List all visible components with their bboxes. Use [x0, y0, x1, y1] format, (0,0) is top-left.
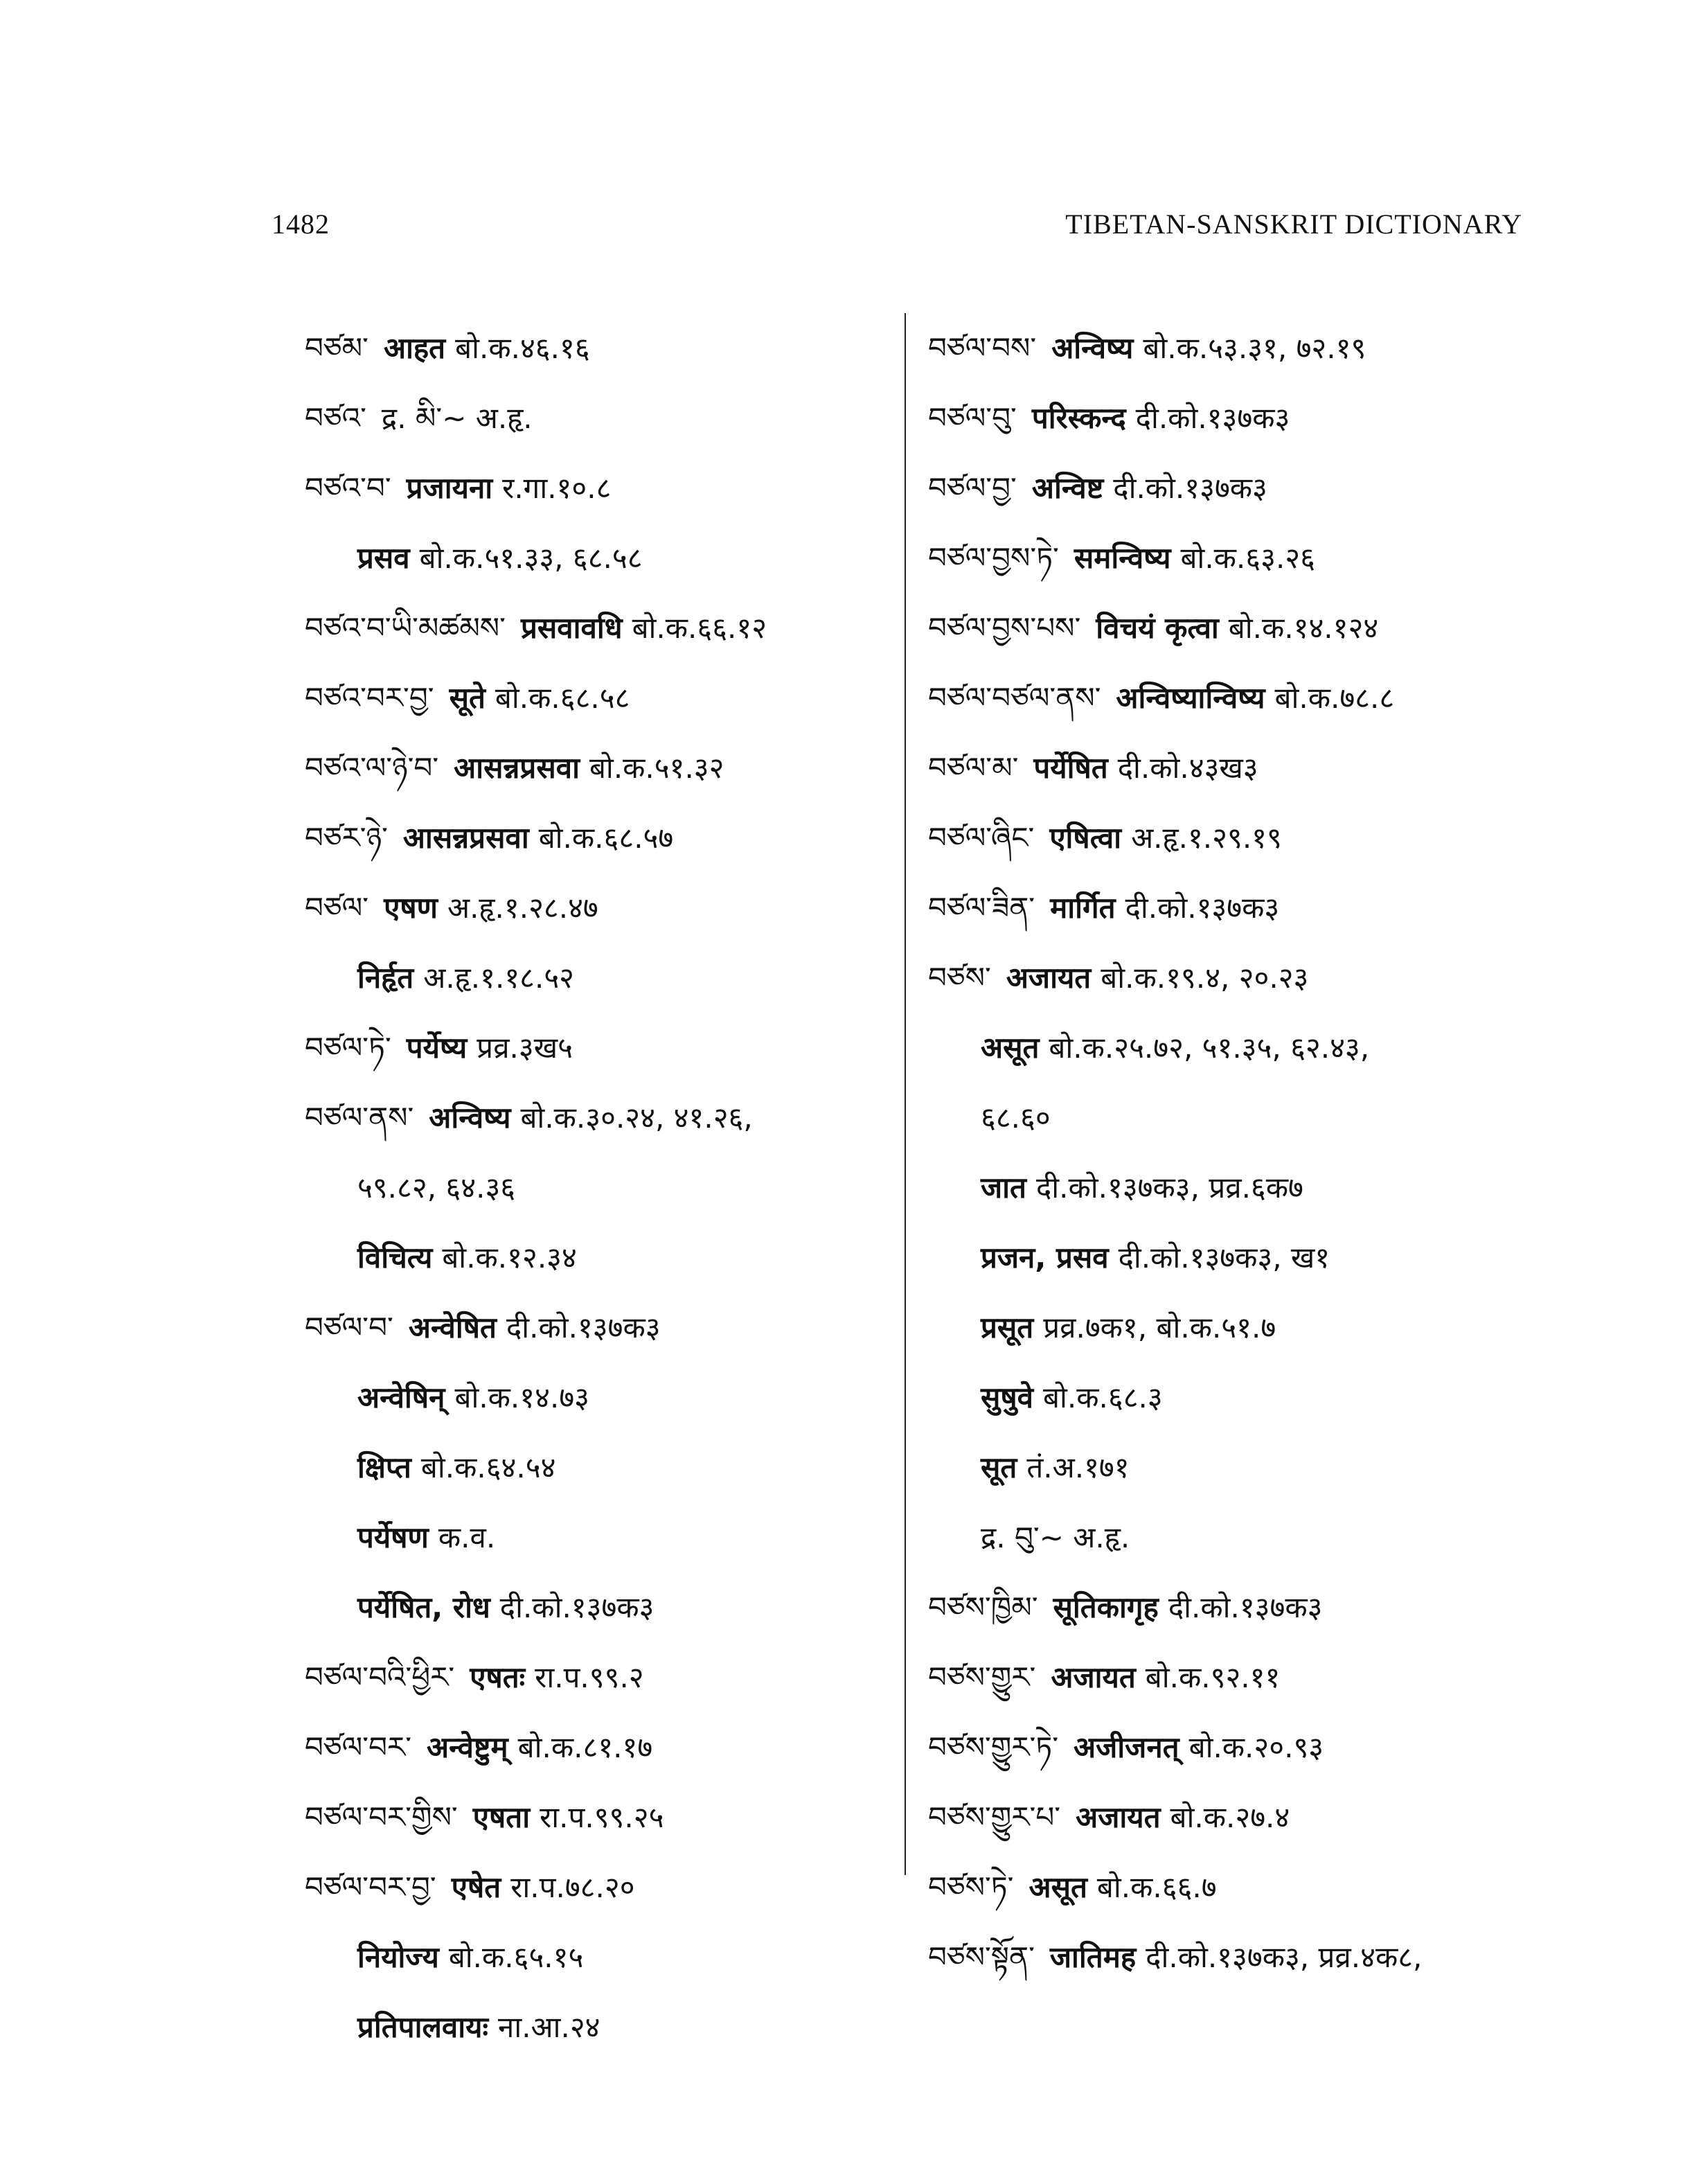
tibetan-headword: བཙལ་མ་: [928, 751, 1019, 785]
running-title: TIBETAN-SANSKRIT DICTIONARY: [1065, 208, 1522, 240]
source-reference: बो.क.६६.७: [1096, 1870, 1217, 1904]
sanskrit-equivalent: अन्विष्य: [429, 1101, 511, 1135]
sanskrit-equivalent: पर्येषित: [1033, 751, 1108, 785]
dictionary-entry-line: [305, 1922, 900, 1992]
dictionary-entry-line: [928, 1782, 1538, 1852]
dictionary-entry-line: [305, 1572, 900, 1642]
dictionary-entry-line: [305, 663, 900, 733]
sanskrit-equivalent: प्रसूत: [981, 1311, 1034, 1344]
sanskrit-equivalent: पर्येषित, रोध: [357, 1590, 490, 1624]
sanskrit-equivalent: क्षिप्त: [357, 1450, 411, 1484]
dictionary-entry-line: [305, 733, 900, 803]
source-reference: बो.क.१४.७३: [454, 1380, 589, 1414]
sanskrit-equivalent: जात: [981, 1171, 1026, 1205]
dictionary-entry-line: [928, 663, 1538, 733]
dictionary-entry-line: [305, 453, 900, 523]
tibetan-headword: བཙའ་: [305, 401, 366, 435]
dictionary-entry-line: [928, 1153, 1538, 1223]
source-reference: रा.प.९९.२५: [540, 1800, 664, 1834]
source-reference: ना.आ.२४: [498, 2010, 600, 2044]
tibetan-headword: བཙལ་: [305, 891, 369, 925]
dictionary-entry-line: [928, 1223, 1538, 1293]
tibetan-headword: བཙལ་བར་: [305, 1730, 412, 1764]
source-reference: बो.क.६८.३: [1043, 1380, 1163, 1414]
source-reference: दी.को.१३७क३: [1135, 401, 1290, 435]
sanskrit-equivalent: अन्विष्यान्विष्य: [1116, 681, 1265, 715]
source-reference: दी.को.१३७क३: [1168, 1590, 1323, 1624]
sanskrit-equivalent: समन्विष्य: [1074, 541, 1171, 575]
sanskrit-equivalent: विचयं कृत्वा: [1096, 611, 1219, 645]
sanskrit-equivalent: नियोज्य: [357, 1940, 439, 1974]
dictionary-entry-line: [305, 523, 900, 593]
dictionary-entry-line: [305, 1083, 900, 1153]
dictionary-entry-line: [305, 1293, 900, 1362]
source-reference: दी.को.१३७क३, प्रव्र.४क८,: [1146, 1940, 1423, 1974]
source-reference: बो.क.१२.३४: [442, 1241, 577, 1275]
sanskrit-equivalent: परिस्कन्द: [1031, 401, 1126, 435]
tibetan-headword: བཙལ་བ་: [305, 1311, 393, 1344]
dictionary-entry-line: [305, 1712, 900, 1782]
dictionary-entry-line: [928, 593, 1538, 663]
dictionary-entry-line: [305, 1153, 900, 1223]
tibetan-headword: བཙལ་བར་བྱ་: [305, 1870, 436, 1904]
sanskrit-equivalent: पर्येष्य: [406, 1031, 467, 1065]
dictionary-entry-line: [928, 1572, 1538, 1642]
dictionary-entry-line: [928, 1013, 1538, 1083]
tibetan-headword: བཙམ་: [305, 331, 368, 365]
sanskrit-equivalent: अन्वेषित: [408, 1311, 497, 1344]
tibetan-headword: བཙལ་བྱས་ཏེ་: [928, 541, 1059, 575]
sanskrit-equivalent: अजायत: [1076, 1800, 1161, 1834]
tibetan-headword: བཙས་གྱུར་: [928, 1660, 1036, 1694]
tibetan-headword: བཙལ་ཏེ་: [305, 1031, 391, 1065]
sanskrit-equivalent: प्रजायना: [406, 471, 493, 505]
source-reference: दी.को.१३७क३, प्रव्र.६क७: [1035, 1171, 1303, 1205]
dictionary-entry-line: [928, 1642, 1538, 1712]
sanskrit-equivalent: प्रजन, प्रसव: [981, 1241, 1109, 1275]
source-reference: प्रव्र.७क१, बो.क.५१.७: [1043, 1311, 1276, 1344]
sanskrit-equivalent: विचित्य: [357, 1241, 433, 1275]
sanskrit-equivalent: निर्हृत: [357, 961, 414, 995]
tibetan-headword: བཙལ་བྱ་: [928, 471, 1017, 505]
source-reference: दी.को.१३७क३: [506, 1311, 661, 1344]
tibetan-headword: བཙའ་བ་ཡི་མཚམས་: [305, 611, 506, 645]
source-reference: ६८.६०: [981, 1101, 1051, 1135]
source-reference: दी.को.४३ख३: [1117, 751, 1258, 785]
dictionary-entry-line: [928, 1852, 1538, 1922]
dictionary-entry-line: [305, 1013, 900, 1083]
source-reference: बो.क.९२.११: [1145, 1660, 1281, 1694]
source-reference: बो.क.४६.१६: [455, 331, 590, 365]
sanskrit-equivalent: प्रतिपालवायः: [357, 2010, 489, 2044]
dictionary-entry-line: [928, 523, 1538, 593]
source-reference: बो.क.१९.४, २०.२३: [1101, 961, 1309, 995]
right-column: [928, 313, 1538, 1992]
sanskrit-equivalent: सूतिकागृह: [1053, 1590, 1159, 1624]
source-reference: बो.क.२०.९३: [1188, 1730, 1324, 1764]
sanskrit-equivalent: सुषुवे: [981, 1380, 1034, 1414]
dictionary-entry-line: [305, 1502, 900, 1572]
sanskrit-equivalent: असूत: [981, 1031, 1040, 1065]
sanskrit-equivalent: सूत: [981, 1450, 1017, 1484]
sanskrit-equivalent: एषेत: [451, 1870, 501, 1904]
source-reference: द्र. བུ་~ अ.हृ.: [981, 1520, 1130, 1554]
dictionary-entry-line: [305, 383, 900, 453]
tibetan-headword: བཙའ་བ་: [305, 471, 391, 505]
tibetan-headword: བཙས་ཏེ་: [928, 1870, 1014, 1904]
sanskrit-equivalent: प्रसवावधि: [520, 611, 623, 645]
source-reference: क.व.: [438, 1520, 496, 1554]
source-reference: बो.क.६८.५७: [538, 821, 674, 855]
dictionary-entry-line: [928, 1922, 1538, 1992]
sanskrit-equivalent: पर्येषण: [357, 1520, 429, 1554]
source-reference: बो.क.५१.३३, ६८.५८: [419, 541, 643, 575]
tibetan-headword: བཙལ་ཞིང་: [928, 821, 1035, 855]
source-reference: दी.को.१३७क३, ख१: [1118, 1241, 1330, 1275]
dictionary-entry-line: [928, 1432, 1538, 1502]
dictionary-entry-line: [928, 1362, 1538, 1432]
dictionary-entry-line: [305, 1362, 900, 1432]
sanskrit-equivalent: आहत: [383, 331, 446, 365]
dictionary-entry-line: [305, 943, 900, 1013]
dictionary-entry-line: [928, 1083, 1538, 1153]
sanskrit-equivalent: एषतः: [470, 1660, 526, 1694]
dictionary-entry-line: [305, 1992, 900, 2062]
tibetan-headword: བཙས་ཁྱིམ་: [928, 1590, 1038, 1624]
source-reference: रा.प.९९.२: [535, 1660, 644, 1694]
sanskrit-equivalent: एषता: [472, 1800, 531, 1834]
source-reference: बो.क.५१.३२: [589, 751, 724, 785]
source-reference: बो.क.६५.१५: [448, 1940, 584, 1974]
source-reference: तं.अ.१७१: [1026, 1450, 1130, 1484]
tibetan-headword: བཙས་སྟོན་: [928, 1940, 1035, 1974]
sanskrit-equivalent: अजायत: [1006, 961, 1092, 995]
dictionary-entry-line: [928, 1712, 1538, 1782]
tibetan-headword: བཙལ་ཟིན་: [928, 891, 1035, 925]
tibetan-headword: བཙལ་བཙལ་ནས་: [928, 681, 1101, 715]
dictionary-entry-line: [305, 873, 900, 943]
tibetan-headword: བཙལ་བུ་: [928, 401, 1017, 435]
sanskrit-equivalent: अन्विष्य: [1051, 331, 1134, 365]
dictionary-entry-line: [928, 873, 1538, 943]
source-reference: बो.क.२७.४: [1170, 1800, 1290, 1834]
source-reference: बो.क.३०.२४, ४१.२६,: [520, 1101, 753, 1135]
source-reference: दी.को.१३७क३: [499, 1590, 654, 1624]
source-reference: प्रव्र.३ख५: [477, 1031, 573, 1065]
tibetan-headword: བཙལ་བར་གྱིས་: [305, 1800, 458, 1834]
sanskrit-equivalent: प्रसव: [357, 541, 410, 575]
dictionary-entry-line: [305, 593, 900, 663]
dictionary-entry-line: [928, 313, 1538, 383]
source-reference: र.गा.१०.८: [502, 471, 612, 505]
tibetan-headword: བཙལ་བས་: [928, 331, 1037, 365]
sanskrit-equivalent: अन्वेषिन्: [357, 1380, 445, 1414]
tibetan-headword: བཙལ་བྱས་པས་: [928, 611, 1081, 645]
page-number: 1482: [271, 208, 330, 240]
sanskrit-equivalent: मार्गित: [1050, 891, 1116, 925]
sanskrit-equivalent: अजीजनत्: [1074, 1730, 1179, 1764]
tibetan-headword: བཙས་: [928, 961, 991, 995]
sanskrit-equivalent: सूते: [449, 681, 486, 715]
source-reference: बो.क.६३.२६: [1180, 541, 1315, 575]
source-reference: बो.क.८१.१७: [517, 1730, 653, 1764]
dictionary-entry-line: [928, 733, 1538, 803]
sanskrit-equivalent: अजायत: [1051, 1660, 1136, 1694]
source-reference: बो.क.६६.१२: [632, 611, 767, 645]
source-reference: बो.क.२५.७२, ५१.३५, ६२.४३,: [1049, 1031, 1370, 1065]
dictionary-entry-line: [305, 803, 900, 873]
source-reference: ५९.८२, ६४.३६: [357, 1171, 516, 1205]
tibetan-headword: བཙལ་ནས་: [305, 1101, 414, 1135]
tibetan-headword: བཙས་གྱུར་པ་: [928, 1800, 1061, 1834]
source-reference: बो.क.५३.३१, ७२.१९: [1143, 331, 1366, 365]
sanskrit-equivalent: आसन्नप्रसवा: [402, 821, 529, 855]
source-reference: दी.को.१३७क३: [1113, 471, 1267, 505]
dictionary-entry-line: [928, 943, 1538, 1013]
sanskrit-equivalent: एषण: [384, 891, 438, 925]
source-reference: अ.हृ.१.२८.४७: [447, 891, 598, 925]
tibetan-headword: བཙའ་ལ་ཉེ་བ་: [305, 751, 439, 785]
source-reference: अ.हृ.१.१८.५२: [423, 961, 575, 995]
sanskrit-equivalent: असूत: [1028, 1870, 1087, 1904]
source-reference: बो.क.६८.५८: [495, 681, 630, 715]
dictionary-entry-line: [928, 1293, 1538, 1362]
dictionary-entry-line: [305, 1852, 900, 1922]
sanskrit-equivalent: अन्वेष्टुम्: [427, 1730, 508, 1764]
source-reference: बो.क.१४.१२४: [1228, 611, 1379, 645]
source-reference: बो.क.७८.८: [1274, 681, 1395, 715]
sanskrit-equivalent: जातिमह: [1049, 1940, 1137, 1974]
tibetan-headword: བཙར་ཉེ་: [305, 821, 388, 855]
dictionary-entry-line: [305, 1223, 900, 1293]
dictionary-entry-line: [305, 313, 900, 383]
dictionary-entry-line: [305, 1782, 900, 1852]
dictionary-entry-line: [305, 1642, 900, 1712]
dictionary-entry-line: [928, 803, 1538, 873]
sanskrit-equivalent: अन्विष्ट: [1031, 471, 1104, 505]
left-column: [305, 313, 900, 2062]
sanskrit-equivalent: एषित्वा: [1049, 821, 1122, 855]
dictionary-entry-line: [305, 1432, 900, 1502]
source-reference: द्र. མི་~ अ.हृ.: [381, 401, 533, 435]
tibetan-headword: བཙའ་བར་བྱ་: [305, 681, 434, 715]
tibetan-headword: བཙལ་བའི་ཕྱིར་: [305, 1660, 455, 1694]
dictionary-entry-line: [928, 383, 1538, 453]
source-reference: अ.हृ.१.२९.१९: [1131, 821, 1282, 855]
sanskrit-equivalent: आसन्नप्रसवा: [454, 751, 580, 785]
source-reference: बो.क.६४.५४: [420, 1450, 556, 1484]
dictionary-entry-line: [928, 1502, 1538, 1572]
column-divider: [905, 313, 906, 1875]
tibetan-headword: བཙས་གྱུར་ཏེ་: [928, 1730, 1059, 1764]
source-reference: दी.को.१३७क३: [1125, 891, 1280, 925]
source-reference: रा.प.७८.२०: [510, 1870, 635, 1904]
dictionary-entry-line: [928, 453, 1538, 523]
